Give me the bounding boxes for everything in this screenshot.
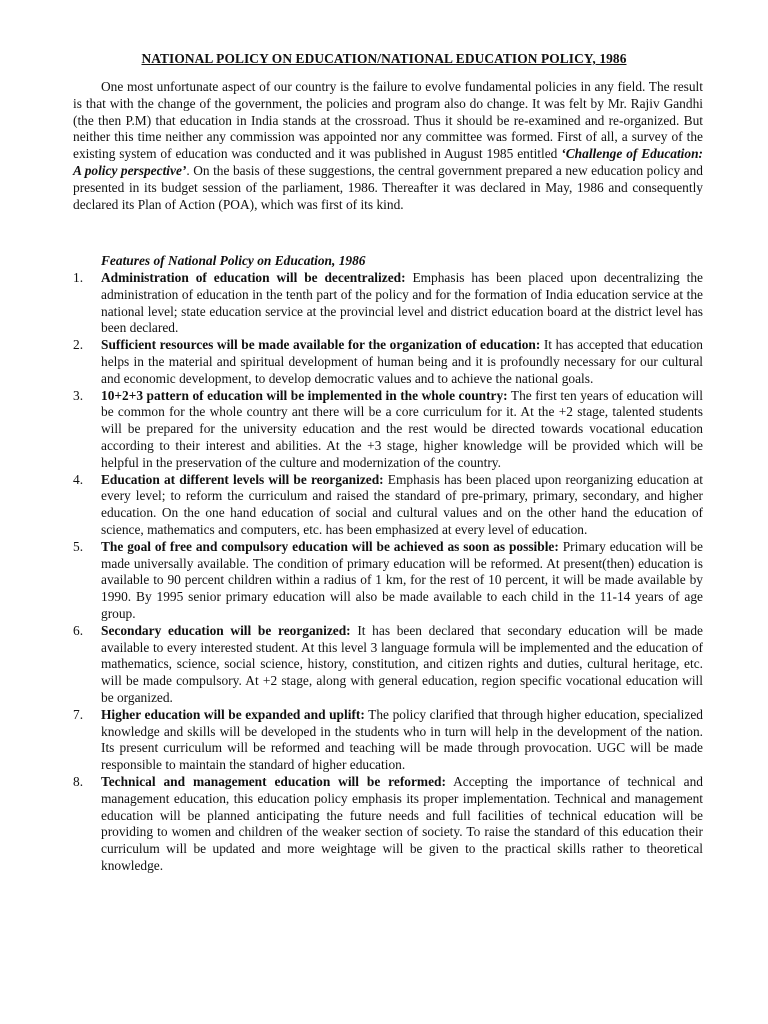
feature-lead: Sufficient resources will be made available for the organization of education: [101,337,541,353]
feature-lead: Secondary education will be reorganized: [101,622,351,638]
feature-item [73,472,703,539]
feature-lead: Education at different levels will be reorganized: [101,471,384,487]
feature-text: The first ten years of education will be common for the whole country ant there will be a core curriculum for it. At the +2 stage, talented students will be prepared for the university education and the rest would be directed towards vocational education according to their interest and abilities. At the +3 stage, higher knowledge will be provided which will be helpful in the preservation of the culture and modernization of the country. [101,387,703,470]
feature-text: The policy clarified that through higher education, specialized knowledge and skills will be developed in the students who in turn will help in the development of the nation. Its present curriculum will be reformed and teaching will be made through provocation. UGC will be made responsible to maintain the standard of higher education. [101,706,703,773]
document-title: NATIONAL POLICY ON EDUCATION/NATIONAL EDUCATION POLICY, 1986 [141,51,627,66]
feature-number: 1. [73,270,84,285]
feature-text: Accepting the importance of technical and management education, this education policy emphasis its proper implementation. Technical and management education will be planned anticipating the future needs and full facilities of technical education will be providing to women and children of the weaker section of society. To raise the standard of this education their curriculum will be updated and more weightage will be given to the practical skills rather to theoretical knowledge. [101,773,703,873]
feature-number: 6. [73,622,84,638]
feature-item [73,774,703,875]
feature-number: 3. [73,387,84,403]
intro-text-before: One most unfortunate aspect of our country is the failure to evolve fundamental policies in any field. The result is that with the change of the government, the policies and program also do change. It was felt by Mr. Rajiv Gandhi (the then P.M) that education in India stands at the crossroad. Thus it should be re-examined and re-organized. But neither this time neither any commission was appointed nor any committee was formed. First of all, a survey of the existing system of education was conducted and it was published in August 1985 entitled [73,79,703,162]
features-list [73,270,703,875]
intro-paragraph [73,79,703,213]
feature-number: 8. [73,773,84,789]
feature-number: 4. [73,471,84,487]
intro-emphasis: ‘Challenge of Education: A policy perspective’ [73,146,704,178]
feature-number: 5. [73,538,84,554]
feature-text: It has accepted that education helps in the material and spiritual development of human being and it is profoundly necessary for our cultural and economic development, to develop democratic values and to achieve the national goals. [101,337,703,386]
feature-number: 2. [73,337,84,353]
feature-item [73,707,703,774]
feature-text: Emphasis has been placed upon decentralizing the administration of education in the tenth part of the policy and for the formation of India education service at the national level; state education service at the provincial level and district education board at the district level has been declared. [101,270,703,336]
feature-item [73,623,703,707]
feature-item [73,539,703,623]
feature-text: It has been declared that secondary education will be made available to every interested student. At this level 3 language formula will be implemented and the education of mathematics, science, social science, history, constitution, and citizen rights and duties, cultural heritage, etc. will be made compulsory. At +2 stage, along with general education, region specific vocational education will be organized. [101,622,703,705]
feature-item [73,388,703,472]
feature-item [73,270,703,337]
feature-lead: Higher education will be expanded and uplift: [101,706,365,722]
feature-item [73,337,703,387]
feature-lead: Technical and management education will be reformed: [101,773,446,789]
feature-text: Emphasis has been placed upon reorganizing education at every level; to reform the curriculum and raised the standard of pre-primary, primary, secondary, and higher education. On the one hand education of social and cultural values and on the other hand the education of science, mathematics and computers, etc. has been emphasized at every level of education. [101,471,703,537]
feature-number: 7. [73,706,84,722]
feature-lead: Administration of education will be decentralized: [101,270,406,285]
feature-lead: The goal of free and compulsory education will be achieved as soon as possible: [101,538,559,554]
features-heading: Features of National Policy on Education, 1986 [101,253,366,268]
feature-lead: 10+2+3 pattern of education will be implemented in the whole country: [101,387,508,403]
intro-text-after: . On the basis of these suggestions, the central government prepared a new education policy and presented in its budget session of the parliament, 1986. Thereafter it was declared in May, 1986 and consequently declared its Plan of Action (POA), which was first of its kind. [73,162,703,212]
feature-text: Primary education will be made universally available. The condition of primary education will be reformed. At present(then) education is available to 90 percent children within a radius of 1 km, for the rest of 10 percent, it will be made available by 1990. By 1995 senior primary education will also be made available to each child in the 11-14 years of age group. [101,538,703,621]
